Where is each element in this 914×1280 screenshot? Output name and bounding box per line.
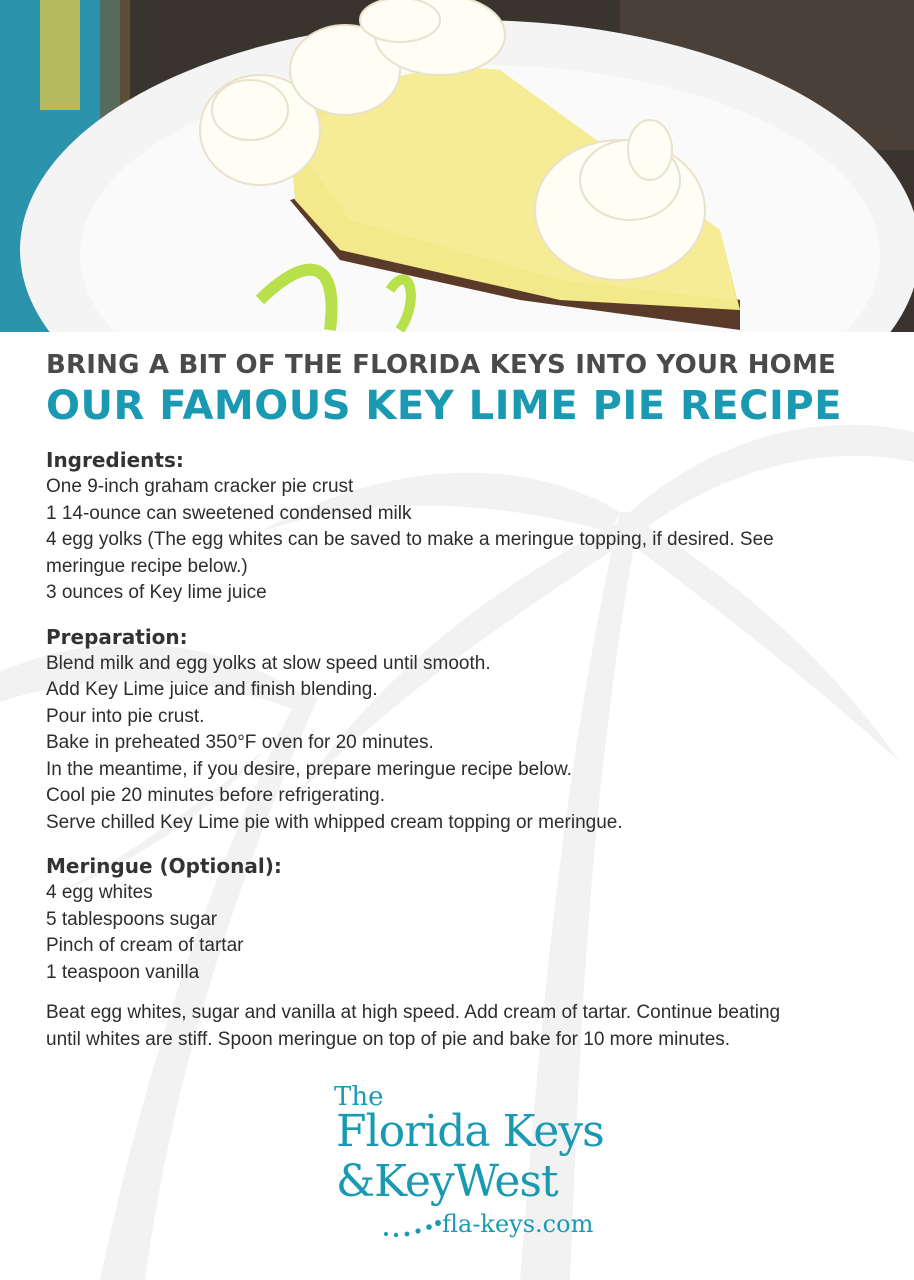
meringue-section [46, 852, 886, 1053]
ingredient-line: 3 ounces of Key lime juice [46, 582, 267, 603]
tagline: BRING A BIT OF THE FLORIDA KEYS INTO YOUR HOME [46, 350, 837, 380]
preparation-step: Pour into pie crust. [46, 705, 205, 727]
preparation-heading: Preparation: [46, 624, 188, 649]
florida-keys-logo [334, 1082, 604, 1250]
logo-dots-icon [382, 1220, 442, 1240]
ingredient-line: 4 egg yolks (The egg whites can be saved to make a meringue topping, if desired. See [46, 529, 774, 550]
meringue-instruction-line: Beat egg whites, sugar and vanilla at high speed. Add cream of tartar. Continue beating [46, 1002, 781, 1023]
meringue-ingredient: 1 teaspoon vanilla [46, 961, 200, 983]
ingredients-heading: Ingredients: [46, 448, 184, 472]
logo-key-west: &KeyWest [336, 1156, 558, 1207]
pie-photo [0, 0, 914, 332]
preparation-step: Serve chilled Key Lime pie with whipped cream topping or meringue. [46, 811, 623, 833]
ingredient-line: 1 14-ounce can sweetened condensed milk [46, 502, 412, 524]
preparation-step: Add Key Lime juice and finish blending. [46, 679, 378, 700]
preparation-step: In the meantime, if you desire, prepare meringue recipe below. [46, 758, 572, 780]
preparation-step: Cool pie 20 minutes before refrigerating. [46, 785, 386, 806]
preparation-step: Blend milk and egg yolks at slow speed until smooth. [46, 652, 491, 674]
ingredients-section [46, 446, 886, 607]
pie-photo-illustration [0, 0, 914, 332]
ingredient-line: One 9-inch graham cracker pie crust [46, 476, 354, 497]
meringue-ingredient: 5 tablespoons sugar [46, 908, 218, 930]
meringue-instructions [46, 1000, 886, 1053]
recipe-title: OUR FAMOUS KEY LIME PIE RECIPE [46, 383, 843, 429]
logo-the: The [334, 1082, 384, 1112]
ingredient-line: meringue recipe below.) [46, 555, 248, 577]
meringue-ingredient: Pinch of cream of tartar [46, 935, 244, 956]
logo-url: fla-keys.com [442, 1210, 594, 1238]
preparation-step: Bake in preheated 350°F oven for 20 minutes. [46, 732, 434, 753]
preparation-section [46, 623, 886, 837]
meringue-heading: Meringue (Optional): [46, 854, 282, 878]
meringue-instruction-line: until whites are stiff. Spoon meringue on top of pie and bake for 10 more minutes. [46, 1028, 731, 1050]
logo-florida-keys: Florida Keys [336, 1106, 604, 1157]
meringue-ingredient: 4 egg whites [46, 882, 153, 903]
recipe-content [46, 348, 886, 1053]
